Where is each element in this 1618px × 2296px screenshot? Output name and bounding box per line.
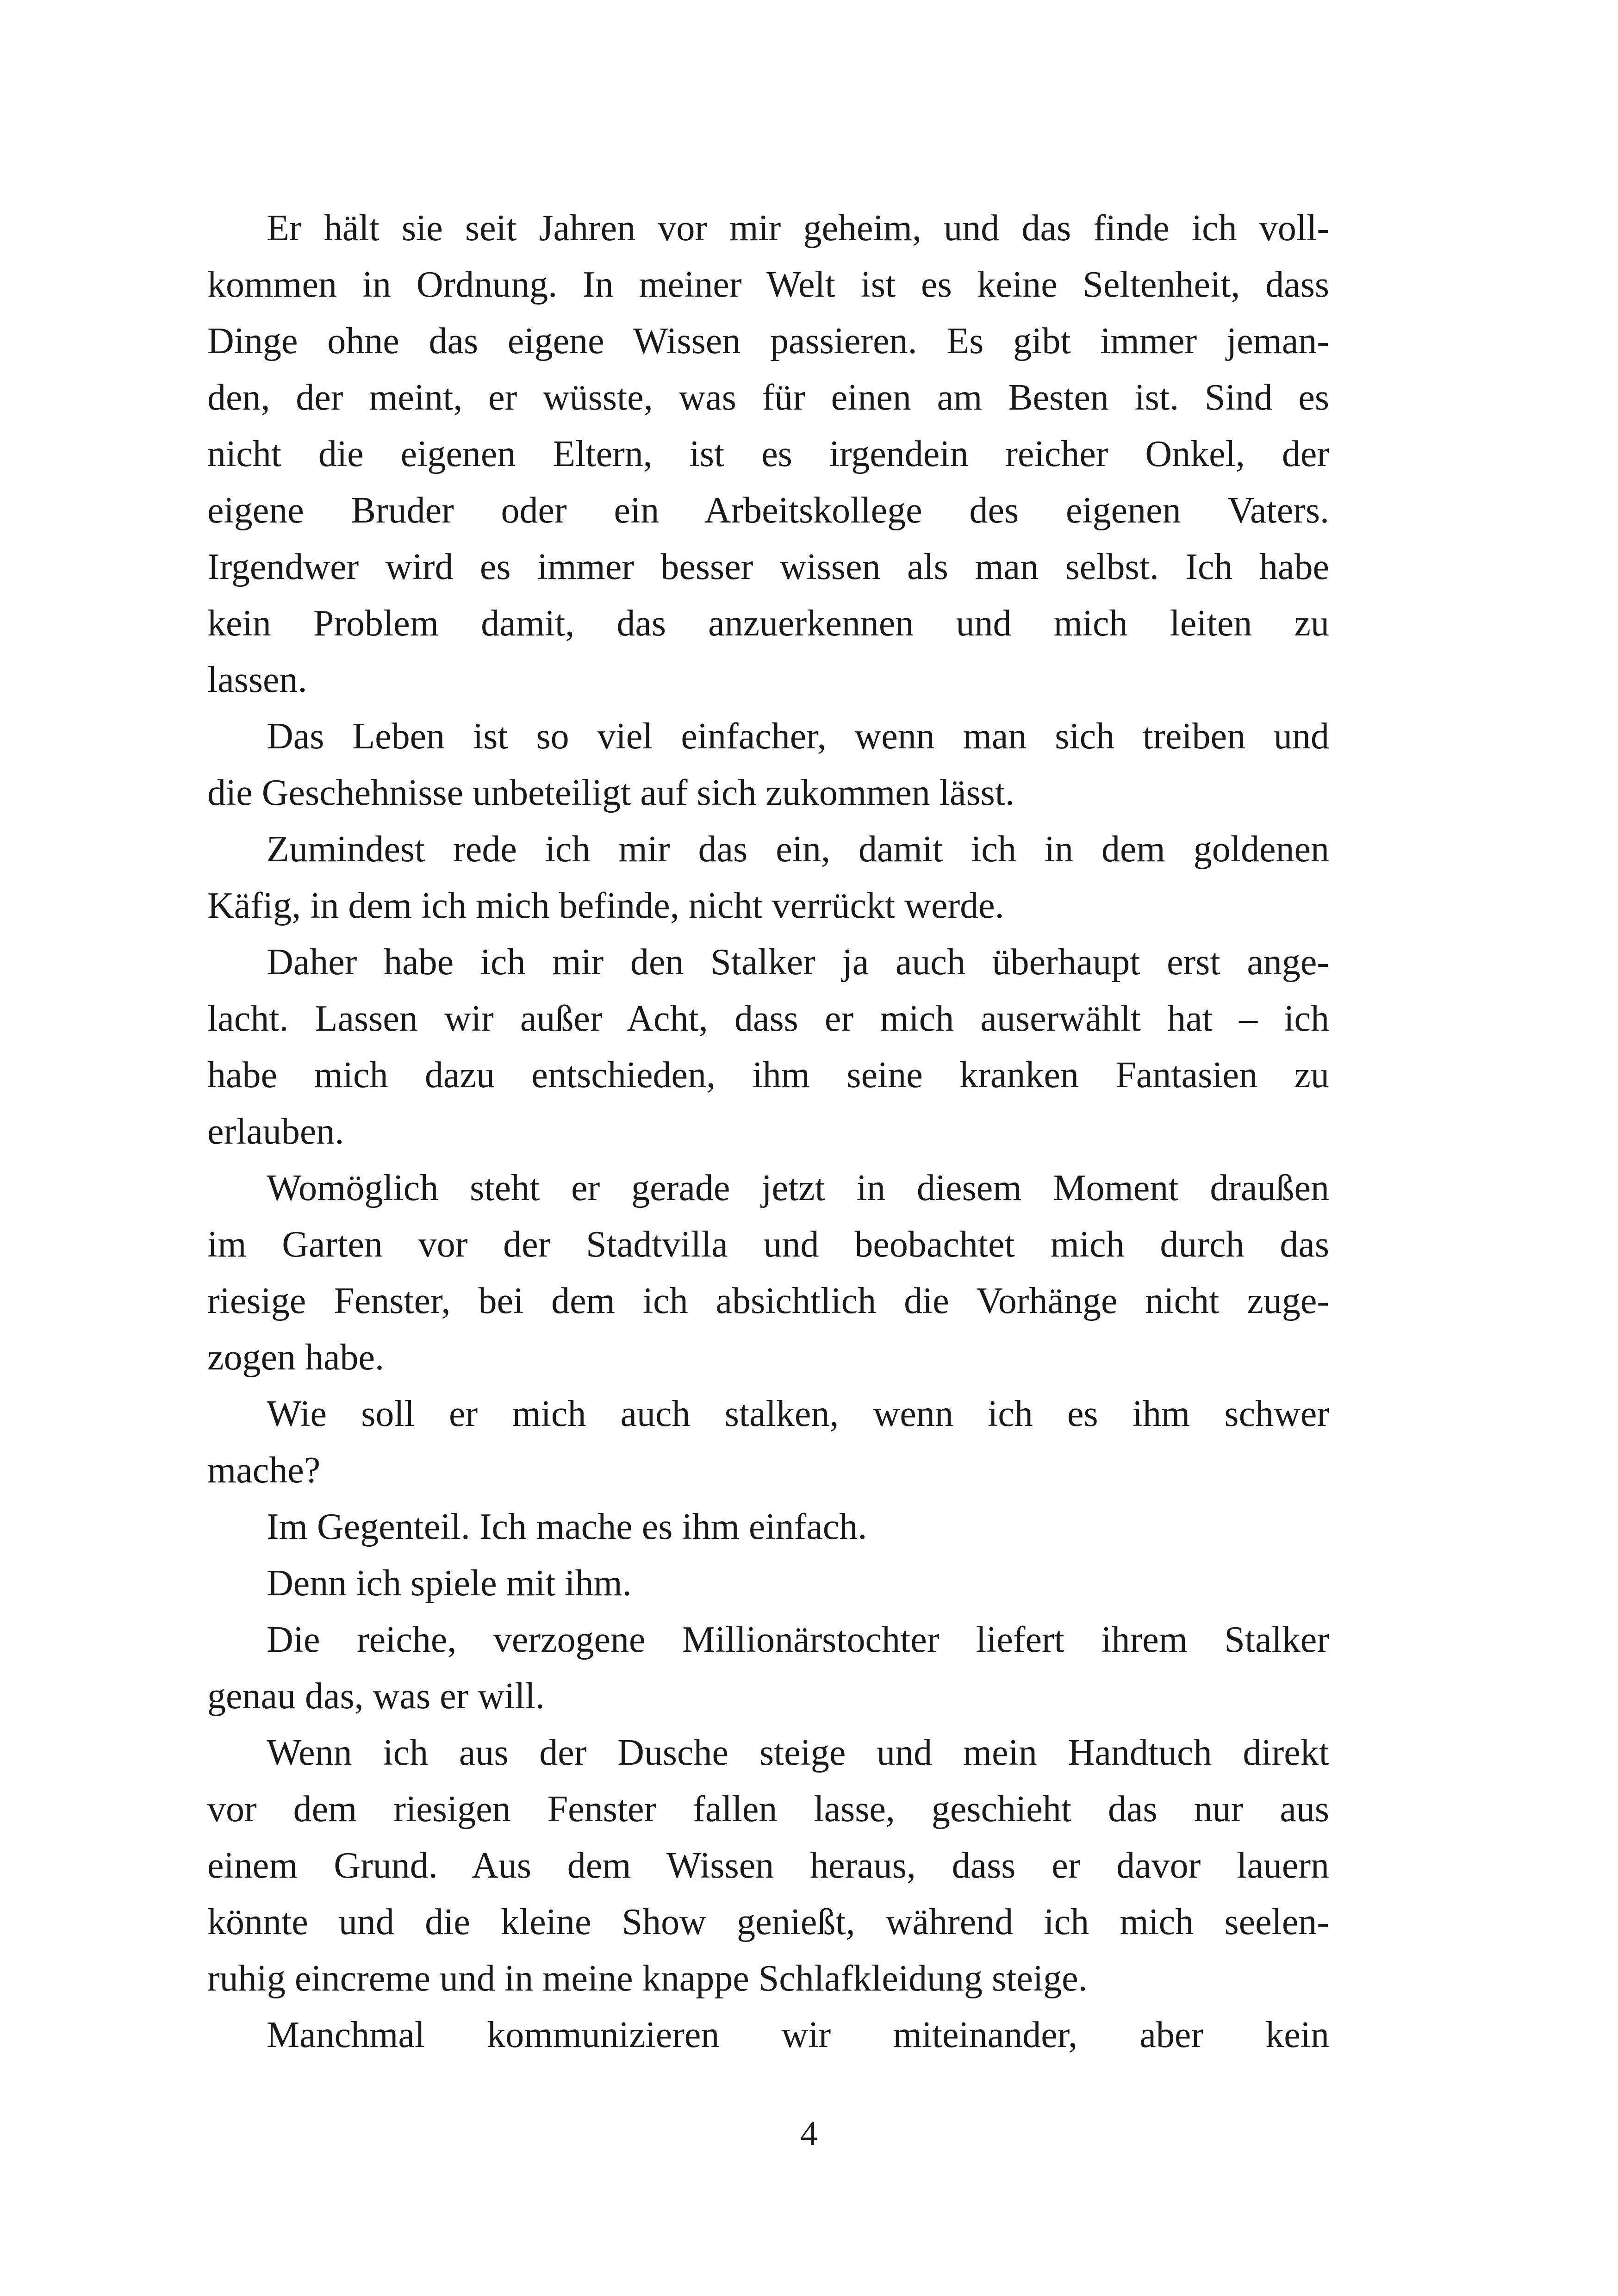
text-line: könnte und die kleine Show genießt, während ich mich seelen- <box>207 1902 1329 1942</box>
text-line: eigene Bruder oder ein Arbeitskollege des eigenen Vaters. <box>207 490 1329 531</box>
text-line: ruhig eincreme und in meine knappe Schlafkleidung steige. <box>207 1958 1088 1999</box>
text-line: Käfig, in dem ich mich befinde, nicht verrückt werde. <box>207 885 1004 926</box>
text-line: Das Leben ist so viel einfacher, wenn man sich treiben und <box>267 716 1329 757</box>
text-line: Wie soll er mich auch stalken, wenn ich es ihm schwer <box>267 1394 1329 1434</box>
page-number: 4 <box>800 2114 818 2153</box>
body-text <box>207 200 1329 2063</box>
text-line: riesige Fenster, bei dem ich absichtlich die Vorhänge nicht zuge- <box>207 1281 1329 1321</box>
text-line: Im Gegenteil. Ich mache es ihm einfach. <box>267 1506 867 1547</box>
text-line: habe mich dazu entschieden, ihm seine kranken Fantasien zu <box>207 1055 1329 1095</box>
text-line: die Geschehnisse unbeteiligt auf sich zukommen lässt. <box>207 772 1015 813</box>
text-line: Zumindest rede ich mir das ein, damit ich in dem goldenen <box>267 829 1329 870</box>
text-line: vor dem riesigen Fenster fallen lasse, geschieht das nur aus <box>207 1789 1329 1829</box>
text-line: kein Problem damit, das anzuerkennen und mich leiten zu <box>207 603 1329 644</box>
text-line: Die reiche, verzogene Millionärstochter liefert ihrem Stalker <box>267 1619 1329 1660</box>
text-line: Dinge ohne das eigene Wissen passieren. Es gibt immer jeman- <box>207 321 1329 361</box>
text-line: Daher habe ich mir den Stalker ja auch überhaupt erst ange- <box>267 942 1329 983</box>
text-line: genau das, was er will. <box>207 1676 545 1717</box>
text-line: Er hält sie seit Jahren vor mir geheim, und das finde ich voll- <box>267 208 1329 249</box>
text-line: im Garten vor der Stadtvilla und beobachtet mich durch das <box>207 1224 1329 1265</box>
text-line: lacht. Lassen wir außer Acht, dass er mich auserwählt hat – ich <box>207 998 1329 1039</box>
text-line: kommen in Ordnung. In meiner Welt ist es keine Seltenheit, dass <box>207 264 1329 305</box>
text-line: Womöglich steht er gerade jetzt in diesem Moment draußen <box>267 1168 1329 1208</box>
text-line: mache? <box>207 1450 321 1491</box>
text-line: Manchmal kommunizieren wir miteinander, aber kein <box>267 2015 1329 2055</box>
text-line: Irgendwer wird es immer besser wissen als man selbst. Ich habe <box>207 547 1329 587</box>
text-line: den, der meint, er wüsste, was für einen am Besten ist. Sind es <box>207 377 1329 418</box>
text-line: lassen. <box>207 660 307 700</box>
text-line: nicht die eigenen Eltern, ist es irgendein reicher Onkel, der <box>207 434 1329 474</box>
text-line: einem Grund. Aus dem Wissen heraus, dass er davor lauern <box>207 1845 1329 1886</box>
text-line: erlauben. <box>207 1111 344 1152</box>
text-line: Wenn ich aus der Dusche steige und mein Handtuch direkt <box>267 1732 1329 1773</box>
text-line: zogen habe. <box>207 1337 385 1378</box>
text-line: Denn ich spiele mit ihm. <box>267 1563 632 1604</box>
